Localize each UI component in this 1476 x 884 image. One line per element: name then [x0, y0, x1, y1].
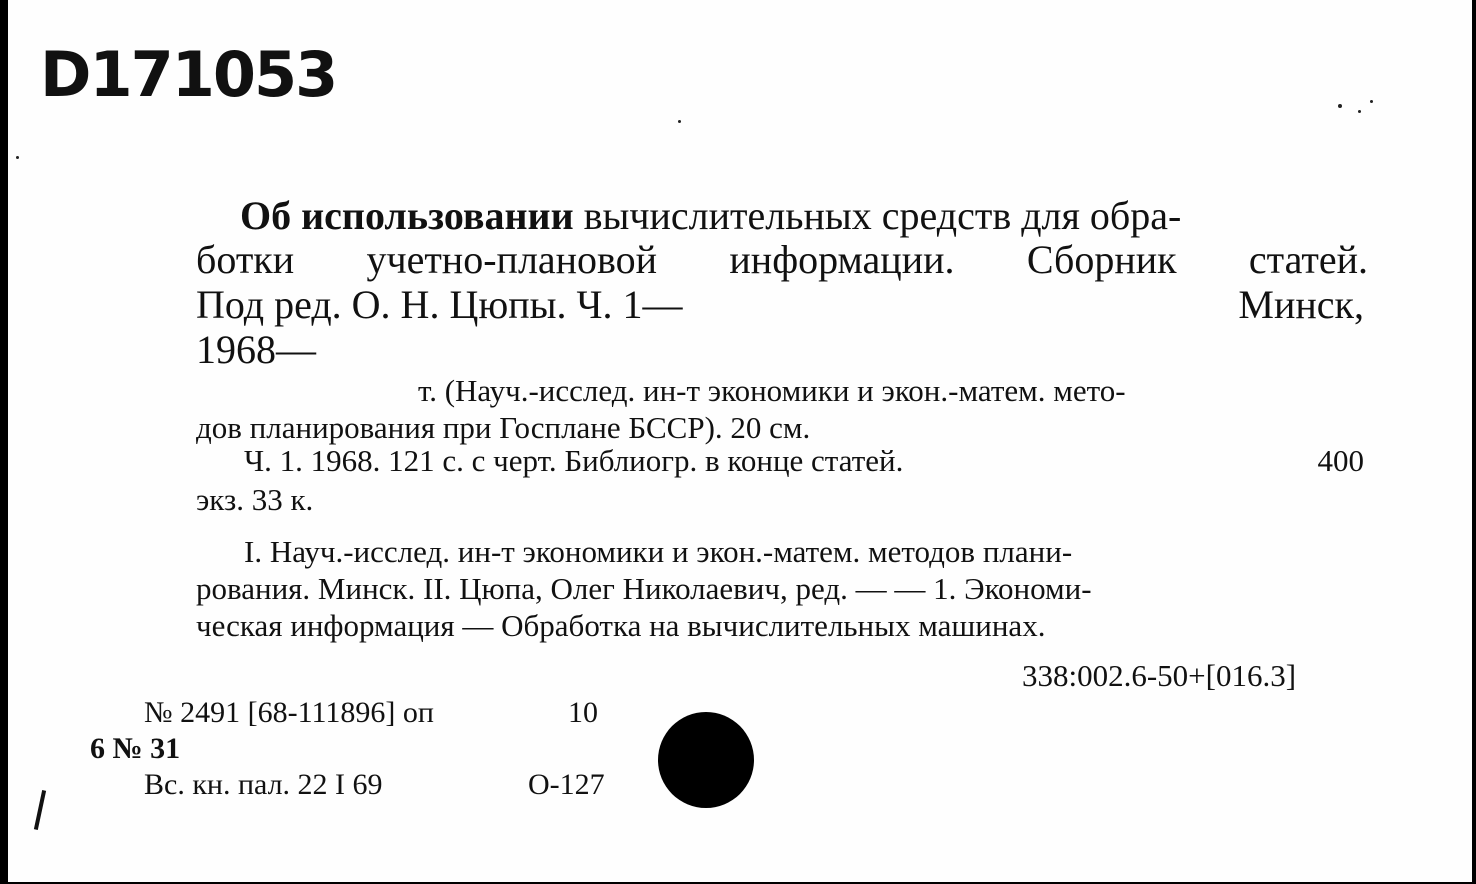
title-line-1: [240, 193, 1182, 238]
title-line-2: ботки учетно-плановой информации. Сборник статей.: [196, 237, 1368, 282]
ink-speck: [1338, 104, 1342, 108]
ink-speck: [1358, 110, 1361, 113]
footer-line-3-right: О-127: [528, 768, 605, 801]
title-line-1-rest: вычислительных средств для обра-: [583, 193, 1182, 238]
ink-speck: [678, 120, 681, 123]
title-line-3-left: Под ред. О. Н. Цюпы. Ч. 1—: [196, 282, 683, 327]
part-line-2: экз. 33 к.: [196, 482, 314, 517]
part-line-1-right: 400: [1317, 443, 1364, 478]
punch-hole-dot: [658, 712, 754, 808]
title-line-3-right: Минск,: [1238, 282, 1364, 327]
subject-line-2: рования. Минск. II. Цюпа, Олег Николаевич, ред. — — 1. Экономи-: [196, 571, 1092, 606]
subject-line-1: I. Науч.-исслед. ин-т экономики и экон.-матем. методов плани-: [244, 534, 1073, 569]
series-line-2: дов планирования при Госплане БССР). 20 см.: [196, 410, 811, 445]
catalog-number: D171053: [40, 38, 337, 111]
classification-index: 338:002.6-50+[016.3]: [1022, 658, 1297, 693]
footer-line-1-right: 10: [568, 696, 598, 729]
part-line-1-left: Ч. 1. 1968. 121 с. с черт. Библиогр. в конце статей.: [244, 443, 904, 478]
ink-speck: [16, 156, 19, 159]
catalog-card: [8, 0, 1472, 882]
footer-line-2: 6 № 31: [90, 732, 181, 765]
pen-mark: [34, 790, 46, 830]
part-line-1: [244, 445, 1364, 476]
title-bold: Об использовании: [240, 193, 574, 238]
series-line-1: т. (Науч.-исслед. ин-т экономики и экон.-матем. мето-: [418, 373, 1126, 408]
ink-speck: [1370, 100, 1373, 103]
title-line-3: [196, 282, 1364, 327]
title-line-4: 1968—: [196, 327, 316, 372]
footer-line-1-left: № 2491 [68-111896] оп: [144, 696, 434, 729]
footer-line-3-left: Вс. кн. пал. 22 I 69: [144, 768, 383, 801]
subject-line-3: ческая информация — Обработка на вычислительных машинах.: [196, 608, 1046, 643]
